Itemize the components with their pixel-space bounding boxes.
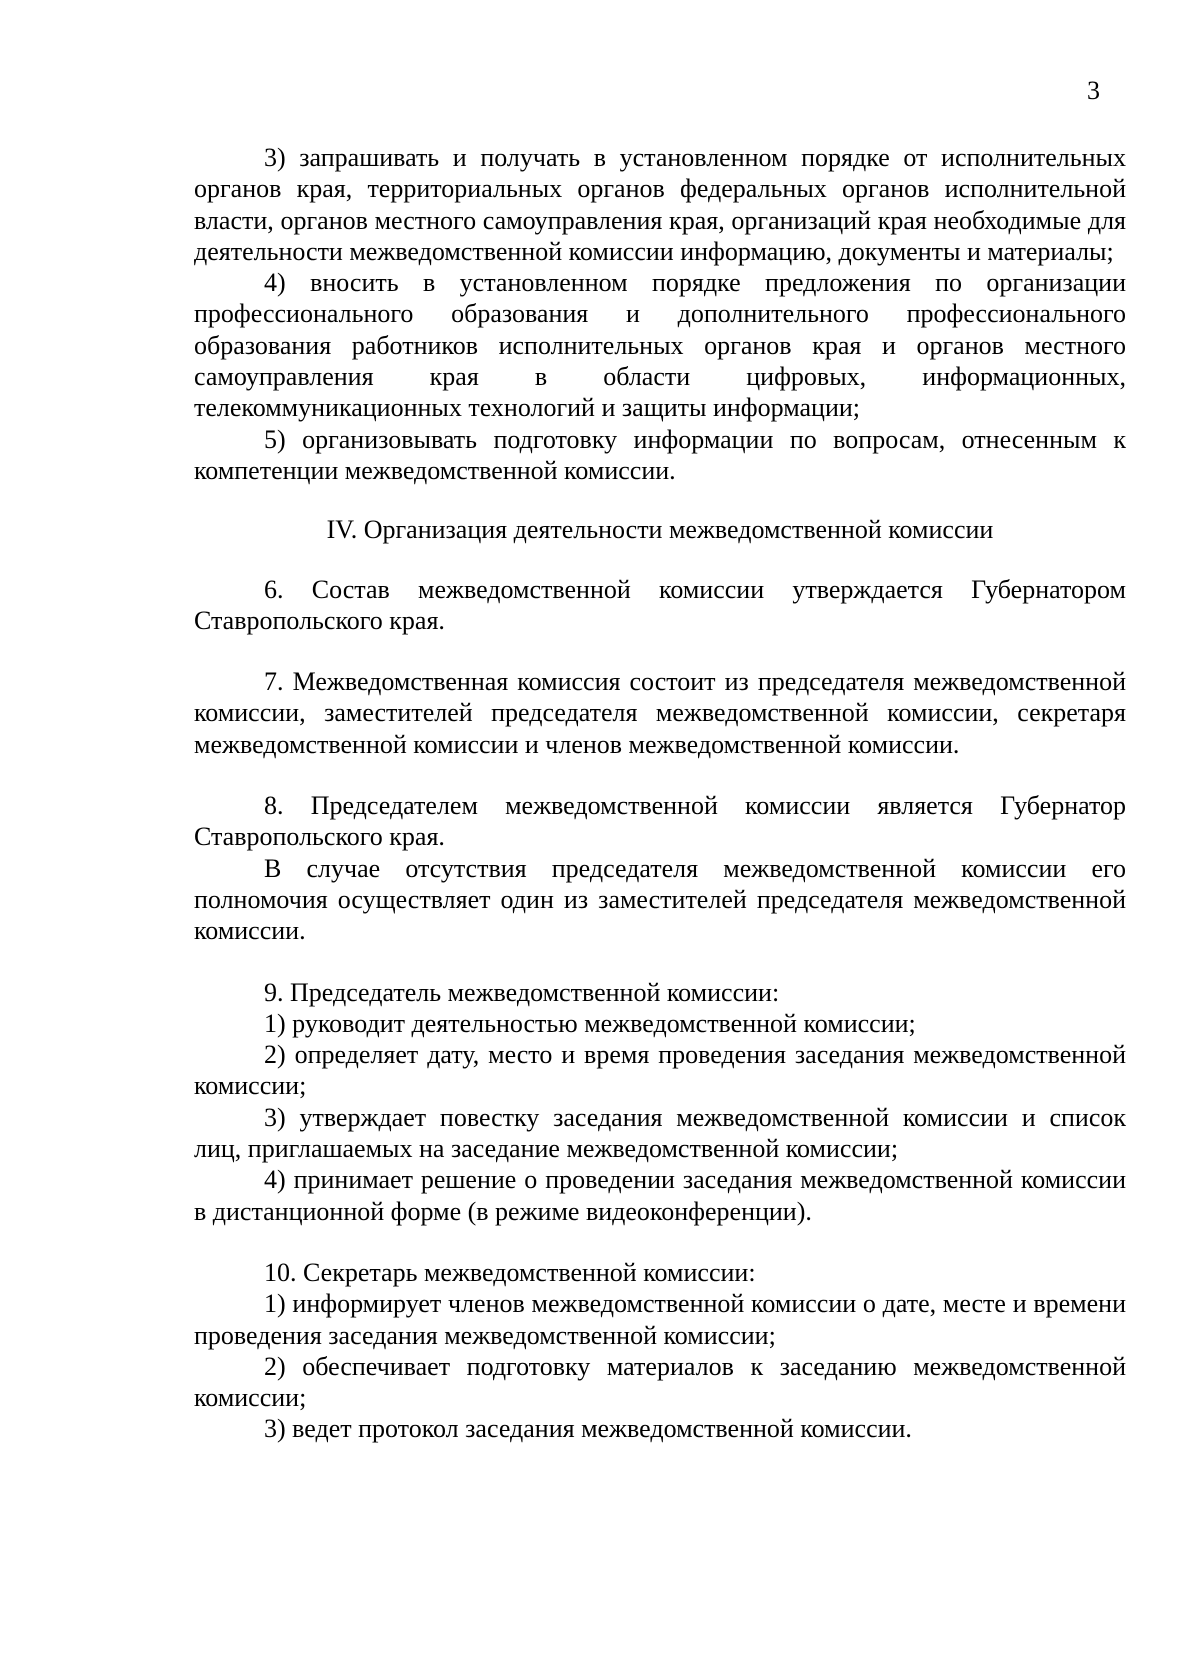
clause-10: 10. Секретарь межведомственной комиссии:: [264, 1257, 756, 1287]
paragraph-right-3: 3) запрашивать и получать в установленном порядке от исполнительных органов края, территориальных органов федеральных органов исполнительной власти, органов местного самоуправления края, организаций края необходимые для деятельности межведомственной комиссии информацию, документы и материалы;: [194, 143, 1126, 266]
clause-9-item-4: 4) принимает решение о проведении заседания межведомственной комиссии в дистанционной форме (в режиме видеоконференции).: [194, 1165, 1126, 1226]
clause-9-item-3: 3) утверждает повестку заседания межведомственной комиссии и список лиц, приглашаемых на заседание межведомственной комиссии;: [194, 1102, 1126, 1164]
document-body: [194, 142, 1126, 1445]
clause-7: 7. Межведомственная комиссия состоит из председателя межведомственной комиссии, заместителей председателя межведомственной комиссии, секретаря межведомственной комиссии и членов межведомственной комиссии.: [194, 667, 1126, 759]
section-heading: IV. Организация деятельности межведомственной комиссии: [326, 515, 994, 545]
clause-8: 8. Председателем межведомственной комиссии является Губернатор Ставропольского края.: [194, 791, 1126, 852]
clause-10-item-2: 2) обеспечивает подготовку материалов к заседанию межведомственной комиссии;: [194, 1351, 1126, 1413]
spacer: [194, 1227, 1126, 1257]
page-number: 3: [1087, 76, 1100, 105]
paragraph-right-4: 4) вносить в установленном порядке предложения по организации профессионального образования и дополнительного профессионального образования работников исполнительных органов края и органов местного самоуправления края в области цифровых, информационных, телекоммуникационных технологий и защиты информации;: [194, 268, 1126, 423]
paragraph-right-5: 5) организовывать подготовку информации по вопросам, отнесенным к компетенции межведомственной комиссии.: [194, 424, 1126, 485]
clause-10-item-3: 3) ведет протокол заседания межведомственной комиссии.: [264, 1414, 912, 1444]
clause-10-item-1: 1) информирует членов межведомственной комиссии о дате, месте и времени проведения заседания межведомственной комиссии;: [194, 1289, 1126, 1350]
clause-8-continuation: В случае отсутствия председателя межведомственной комиссии его полномочия осуществляет один из заместителей председателя межведомственной комиссии.: [194, 853, 1126, 946]
spacer: [194, 760, 1126, 790]
clause-6: 6. Состав межведомственной комиссии утверждается Губернатором Ставропольского края.: [194, 574, 1126, 635]
spacer: [194, 636, 1126, 666]
clause-9-item-1: 1) руководит деятельностью межведомственной комиссии;: [264, 1008, 916, 1038]
clause-9: 9. Председатель межведомственной комиссии:: [264, 977, 780, 1007]
spacer: [194, 947, 1126, 977]
clause-9-item-2: 2) определяет дату, место и время проведения заседания межведомственной комиссии;: [194, 1040, 1126, 1101]
